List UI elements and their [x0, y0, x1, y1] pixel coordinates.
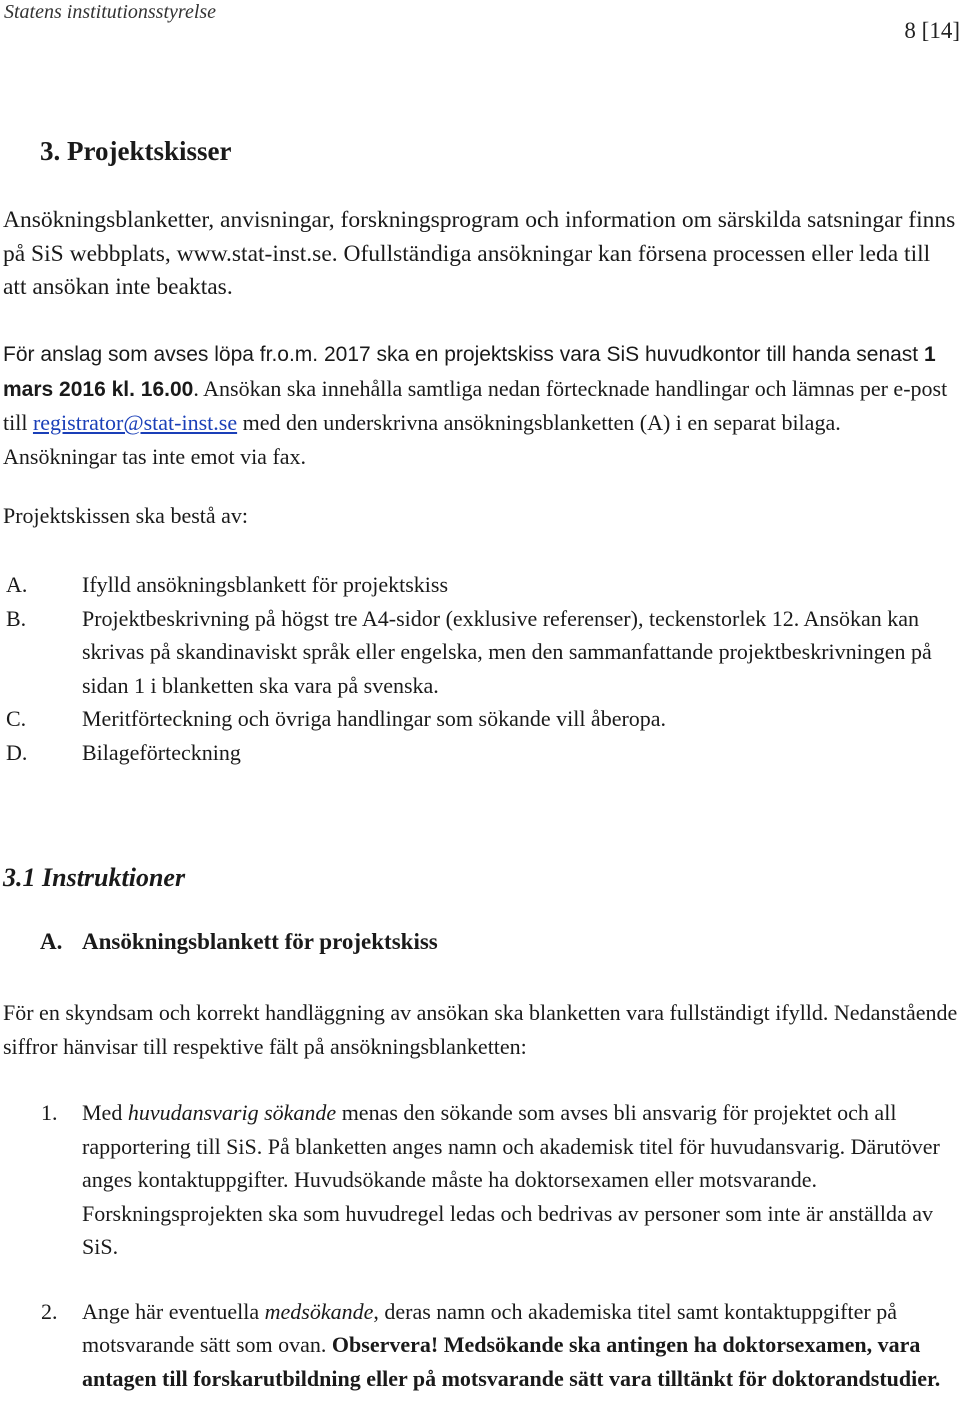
instructions-paragraph: För en skyndsam och korrekt handläggning av ansökan ska blanketten vara fullständigt ifylld. Nedanstående siffror hänvisar till respektive fält på ansökningsblanketten: — [3, 1000, 958, 1059]
list-item — [3, 702, 953, 736]
deadline-text-3: med den underskrivna ansökningsblanketten (A) i en separat bilaga. Ansökningar tas inte emot via fax. — [3, 410, 841, 469]
list-item — [3, 1295, 953, 1396]
section-heading: 3. Projektskisser — [40, 136, 232, 166]
item-text-pre: Ange här eventuella — [82, 1298, 265, 1324]
list-marker: A. — [6, 572, 28, 597]
registrator-email-link[interactable]: registrator@stat-inst.se — [32, 410, 238, 435]
deadline-paragraph — [3, 337, 958, 473]
deadline-date: 1 mars 2016 kl. 16.00 — [3, 343, 936, 401]
item-note: Observera! Medsökande ska antingen ha doktorsexamen, vara antagen till forskarutbildning eller på motsvarande sätt vara tilltänkt för doktorandstudier. — [82, 1332, 941, 1391]
list-item-text: Bilageförteckning — [82, 739, 241, 765]
list-marker: 2. — [41, 1298, 58, 1324]
list-marker: D. — [6, 739, 28, 765]
subsubsection-title: Ansökningsblankett för projektskiss — [82, 929, 438, 954]
item-text-post: menas den sökande som avses bli ansvarig för projektet och all rapportering till SiS. På blanketten anges namn och akademisk titel för huvudansvarig. Därutöver anges kontaktuppgifter. Huvudsökande måste ha doktorsexamen eller motsvarande. Forskningsprojekten ska som huvudregel ledas och bedrivas av personer som inte är anställda av SiS. — [82, 1100, 940, 1259]
numbered-instructions — [3, 1096, 953, 1426]
list-item-text: Ifylld ansökningsblankett för projektskiss — [82, 572, 449, 597]
subsection-heading: 3.1 Instruktioner — [3, 863, 186, 892]
subsubsection-marker: A. — [40, 929, 63, 954]
list-item — [3, 568, 953, 602]
list-marker: 1. — [41, 1100, 58, 1125]
list-item — [3, 736, 953, 770]
list-item — [3, 602, 953, 703]
contents-intro: Projektskissen ska bestå av: — [3, 503, 249, 528]
deadline-text-1: För anslag som avses löpa fr.o.m. 2017 ska en projektskiss vara SiS huvudkontor till handa senast — [3, 343, 924, 366]
intro-paragraph: Ansökningsblanketter, anvisningar, forskningsprogram och information om särskilda satsningar finns på SiS webbplats, www.stat-inst.se. Ofullständiga ansökningar kan försena processen eller leda till att ansökan inte beaktas. — [3, 207, 956, 300]
list-item — [3, 1096, 953, 1264]
list-item-text: Projektbeskrivning på högst tre A4-sidor (exklusive referenser), teckenstorlek 12. Ansökan kan skrivas på skandinaviskt språk eller engelska, men den sammanfattande projektbeskrivningen på sidan 1 i blanketten ska vara på svenska. — [82, 605, 932, 698]
header-organization: Statens institutionsstyrelse — [4, 1, 217, 23]
list-marker: B. — [6, 605, 27, 631]
list-item-text: Meritförteckning och övriga handlingar som sökande vill åberopa. — [82, 706, 667, 731]
list-marker: C. — [6, 706, 27, 731]
item-term: medsökande — [264, 1298, 374, 1324]
item-text-post: , deras namn och akademiska titel samt kontaktuppgifter på motsvarande sätt som ovan. — [82, 1298, 897, 1357]
page-number: 8 [14] — [904, 18, 960, 43]
contents-list — [3, 568, 953, 769]
item-term: huvudansvarig sökande — [127, 1100, 337, 1125]
deadline-text-2: . Ansökan ska innehålla samtliga nedan förtecknade handlingar och lämnas per e-post till — [3, 375, 948, 435]
item-text-pre: Med — [82, 1100, 128, 1125]
